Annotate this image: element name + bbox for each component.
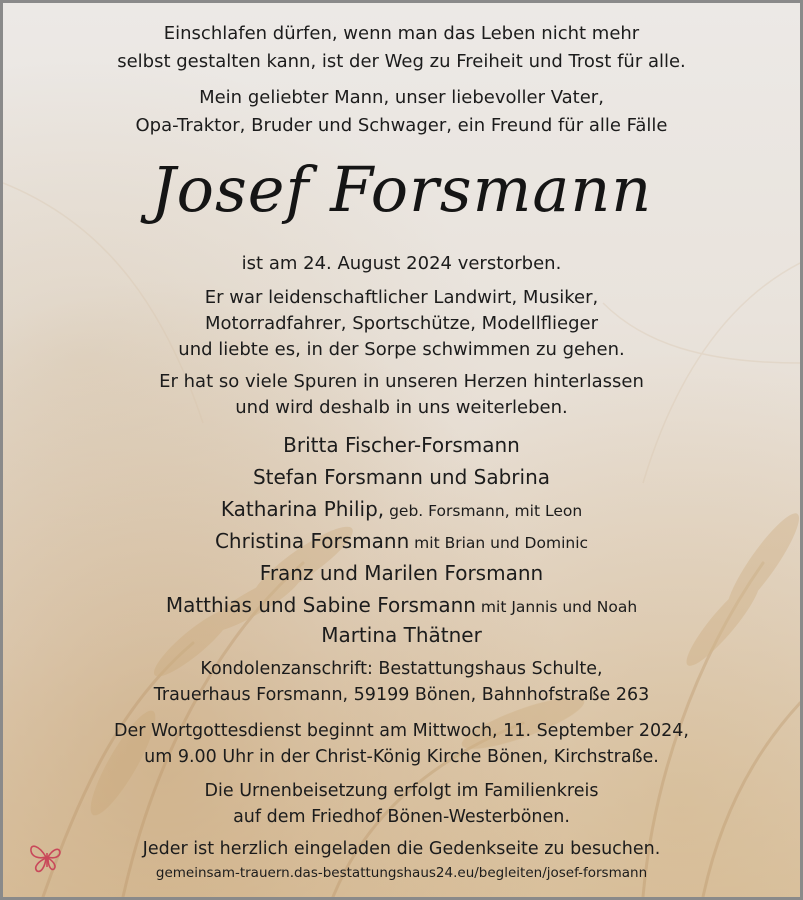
burial-line-1: Die Urnenbeisetzung erfolgt im Familienkreis xyxy=(204,781,599,801)
mourner-extra: geb. Forsmann, mit Leon xyxy=(384,502,583,520)
mourner-7 xyxy=(3,623,800,647)
mourner-name: Christina Forsmann xyxy=(214,529,410,553)
mourner-name: Britta Fischer-Forsmann xyxy=(283,433,520,457)
mourner-name: Matthias und Sabine Forsmann xyxy=(165,593,476,617)
butterfly-icon xyxy=(27,839,67,875)
burial-line-2: auf dem Friedhof Bönen-Westerbönen. xyxy=(233,807,570,827)
service-line-1: Der Wortgottesdienst beginnt am Mittwoch, 11. September 2024, xyxy=(114,721,689,741)
invitation-text: Jeder ist herzlich eingeladen die Gedenkseite zu besuchen. xyxy=(142,839,661,859)
description-line-3: und liebte es, in der Sorpe schwimmen zu gehen. xyxy=(178,339,625,360)
intro-line-2: Opa-Traktor, Bruder und Schwager, ein Freund für alle Fälle xyxy=(135,115,668,136)
description-line-2: Motorradfahrer, Sportschütze, Modellflieger xyxy=(204,313,599,334)
mourner-name: Stefan Forsmann und Sabrina xyxy=(252,465,551,489)
description-line-1: Er war leidenschaftlicher Landwirt, Musiker, xyxy=(204,287,599,308)
mourner-5 xyxy=(3,561,800,585)
quote-line-2: selbst gestalten kann, ist der Weg zu Freiheit und Trost für alle. xyxy=(117,51,686,72)
mourner-name: Katharina Philip, xyxy=(220,497,385,521)
mourner-1 xyxy=(3,433,800,457)
deceased-name: Josef Forsmann xyxy=(150,153,653,226)
mourner-4 xyxy=(3,529,800,553)
legacy-line-1: Er hat so viele Spuren in unseren Herzen hinterlassen xyxy=(159,371,644,392)
intro-line-1: Mein geliebter Mann, unser liebevoller Vater, xyxy=(199,87,604,108)
mourner-3 xyxy=(3,497,800,521)
address-line-1: Kondolenzanschrift: Bestattungshaus Schulte, xyxy=(200,659,603,679)
legacy-line-2: und wird deshalb in uns weiterleben. xyxy=(235,397,568,418)
mourner-6 xyxy=(3,593,800,617)
mourner-name: Franz und Marilen Forsmann xyxy=(259,561,544,585)
mourner-extra: mit Jannis und Noah xyxy=(475,598,638,616)
mourner-2 xyxy=(3,465,800,489)
quote-line-1: Einschlafen dürfen, wenn man das Leben nicht mehr xyxy=(163,23,640,44)
mourner-extra: mit Brian und Dominic xyxy=(409,534,589,552)
address-line-2: Trauerhaus Forsmann, 59199 Bönen, Bahnhofstraße 263 xyxy=(153,685,650,705)
death-date: ist am 24. August 2024 verstorben. xyxy=(241,253,562,274)
memorial-url[interactable]: gemeinsam-trauern.das-bestattungshaus24.eu/begleiten/josef-forsmann xyxy=(155,865,648,881)
mourner-name: Martina Thätner xyxy=(321,623,482,647)
service-line-2: um 9.00 Uhr in der Christ-König Kirche Bönen, Kirchstraße. xyxy=(144,747,659,767)
